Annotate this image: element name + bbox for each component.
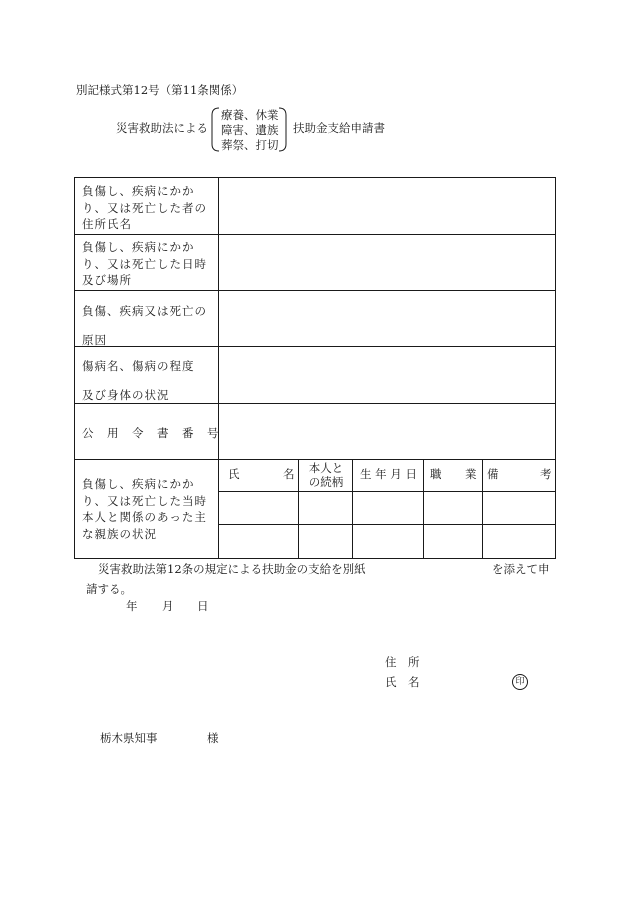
addressee: 栃木県知事 xyxy=(100,731,158,745)
row-label-injury-degree: 傷病名、傷病の程度 及び身体の状況 xyxy=(82,359,195,402)
statement-text: 災害救助法第12条の規定による扶助金の支給を別紙 xyxy=(98,562,366,576)
title-option: 障害、遺族 xyxy=(221,123,279,137)
seal-mark: 印 xyxy=(512,674,528,690)
row-label-family-status: 負傷し、疾病にかか り、又は死亡した当時 本人と関係のあった主 な親族の状況 xyxy=(82,477,207,541)
header-remarks: 考 xyxy=(540,467,552,481)
statement-text-2: 請する。 xyxy=(86,582,132,596)
header-remarks: 備 xyxy=(487,467,499,481)
row-label-cause: 負傷、疾病又は死亡の 原因 xyxy=(82,304,207,347)
header-name: 名 xyxy=(283,467,295,481)
title-options xyxy=(221,108,279,153)
date-day: 日 xyxy=(197,599,209,613)
header-relation: 本人と の続柄 xyxy=(308,461,344,489)
header-name: 氏 xyxy=(228,467,240,481)
header-occupation: 職 xyxy=(430,467,442,481)
application-table xyxy=(74,177,556,559)
title-option: 葬祭、打切 xyxy=(221,138,279,152)
title-suffix: 扶助金支給申請書 xyxy=(293,121,385,135)
form-number: 別記様式第12号（第11条関係） xyxy=(76,83,244,97)
date-year: 年 xyxy=(126,599,138,613)
row-label-injured-person: 負傷し、疾病にかか り、又は死亡した者の 住所氏名 xyxy=(82,184,207,231)
title-prefix: 災害救助法による xyxy=(116,121,208,135)
date-month: 月 xyxy=(162,599,174,613)
honorific: 様 xyxy=(207,731,219,745)
title-option: 療養、休業 xyxy=(221,108,279,122)
name-label: 氏 名 xyxy=(385,675,420,689)
address-label: 住 所 xyxy=(385,655,420,669)
statement-tail: を添えて申 xyxy=(492,562,550,576)
row-label-date-place: 負傷し、疾病にかか り、又は死亡した日時 及び場所 xyxy=(82,240,207,287)
row-label-order-number: 公 用 令 書 番 号 xyxy=(82,426,220,440)
header-birthdate: 生 年 月 日 xyxy=(360,467,417,481)
header-occupation: 業 xyxy=(465,467,477,481)
